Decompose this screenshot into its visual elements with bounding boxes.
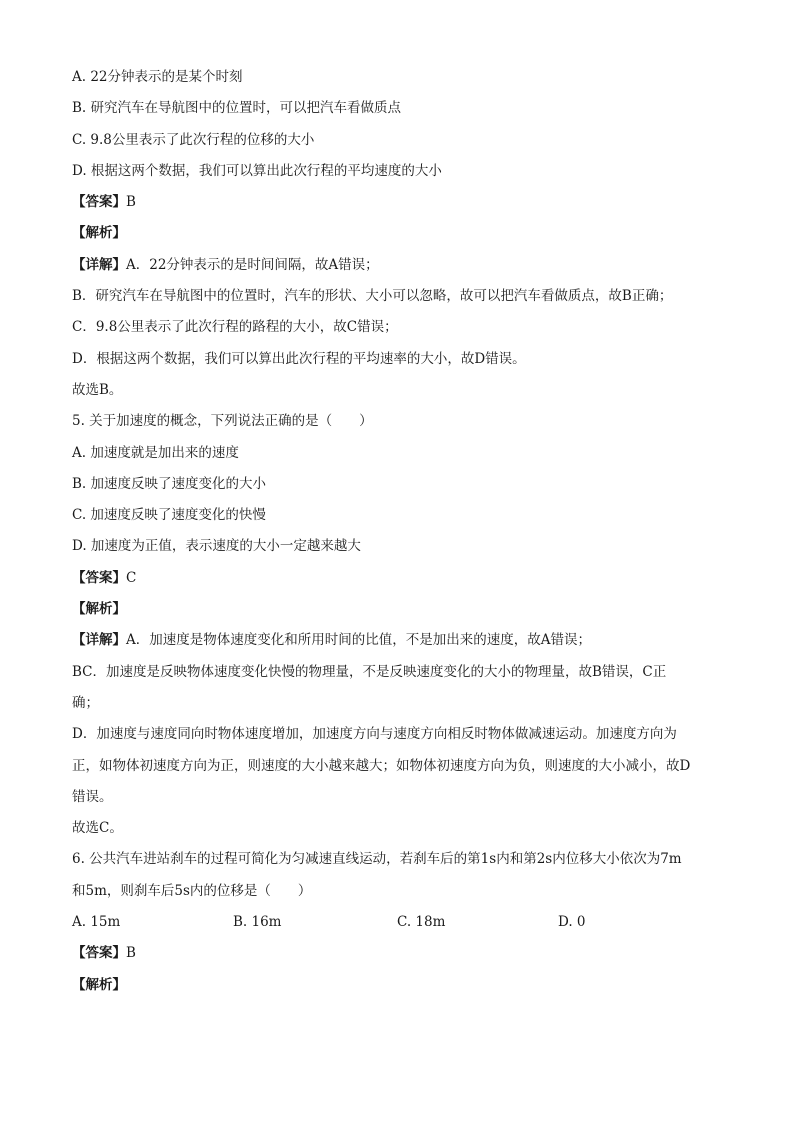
q6-option-b: B. 16m xyxy=(233,914,282,931)
q5-option-a: A. 加速度就是加出来的速度 xyxy=(72,444,239,461)
q4-detail-line-4: D．根据这两个数据，我们可以算出此次行程的平均速率的大小，故D错误。 xyxy=(72,350,526,367)
q5-option-c: C. 加速度反映了速度变化的快慢 xyxy=(72,507,266,524)
q5-analysis xyxy=(72,594,732,625)
q5-detail-line-3: 确； xyxy=(72,694,99,711)
document-page xyxy=(72,62,732,1001)
q4-detail-line-3: C．9.8公里表示了此次行程的路程的大小，故C错误； xyxy=(72,319,398,336)
q6-option-c: C. 18m xyxy=(397,914,446,931)
q4-answer xyxy=(72,187,732,218)
q5-detail-line-6: 错误。 xyxy=(72,788,113,805)
answer-value: B xyxy=(126,194,136,211)
q4-analysis xyxy=(72,218,732,249)
q5-detail-line-5: 正，如物体初速度方向为正，则速度的大小越来越大；如物体初速度方向为负，则速度的大小减小，故D xyxy=(72,757,691,774)
answer-tag: 【答案】 xyxy=(72,569,126,586)
q4-detail-line-1 xyxy=(72,250,732,281)
answer-tag: 【答案】 xyxy=(72,945,126,962)
q4-conclusion: 故选B。 xyxy=(72,381,123,398)
q6-stem-line-2: 和5m，则刹车后5s内的位移是（ ） xyxy=(72,882,312,899)
q6-stem-line-1: 6. 公共汽车进站刹车的过程可简化为匀减速直线运动，若刹车后的第1s内和第2s内位移大小依次为7m xyxy=(72,851,682,868)
analysis-tag: 【解析】 xyxy=(72,601,126,618)
analysis-tag: 【解析】 xyxy=(72,976,126,993)
q5-option-d: D. 加速度为正值，表示速度的大小一定越来越大 xyxy=(72,538,361,555)
q5-option-b: B. 加速度反映了速度变化的大小 xyxy=(72,475,267,492)
answer-value: C xyxy=(126,569,137,586)
q6-option-d: D. 0 xyxy=(558,914,586,931)
q4-option-b: B. 研究汽车在导航图中的位置时，可以把汽车看做质点 xyxy=(72,100,402,117)
q6-analysis xyxy=(72,970,732,1001)
q4-option-a: A. 22分钟表示的是某个时刻 xyxy=(72,69,243,85)
q6-options-row xyxy=(72,907,732,938)
q5-answer xyxy=(72,563,732,594)
detail-tag: 【详解】 xyxy=(72,632,126,649)
q6-answer xyxy=(72,938,732,969)
detail-text: A．加速度是物体速度变化和所用时间的比值，不是加出来的速度，故A错误； xyxy=(126,632,591,649)
answer-tag: 【答案】 xyxy=(72,194,126,211)
q5-detail-line-4: D．加速度与速度同向时物体速度增加，加速度方向与速度方向相反时物体做减速运动。加速度方向为 xyxy=(72,726,677,743)
detail-text: A．22分钟表示的是时间间隔，故A错误； xyxy=(126,256,379,273)
answer-value: B xyxy=(126,945,136,962)
q5-conclusion: 故选C。 xyxy=(72,820,123,837)
q4-option-c: C. 9.8公里表示了此次行程的位移的大小 xyxy=(72,131,315,148)
q4-detail-line-2: B．研究汽车在导航图中的位置时，汽车的形状、大小可以忽略，故可以把汽车看做质点，故B正确； xyxy=(72,288,673,305)
q6-option-a: A. 15m xyxy=(72,914,121,931)
q5-detail-line-1 xyxy=(72,625,732,656)
q4-option-d: D. 根据这两个数据，我们可以算出此次行程的平均速度的大小 xyxy=(72,162,442,179)
q5-stem: 5. 关于加速度的概念，下列说法正确的是（ ） xyxy=(72,413,373,430)
analysis-tag: 【解析】 xyxy=(72,225,126,242)
detail-tag: 【详解】 xyxy=(72,256,126,273)
q5-detail-line-2: BC．加速度是反映物体速度变化快慢的物理量，不是反映速度变化的大小的物理量，故B错误，C正 xyxy=(72,663,667,680)
